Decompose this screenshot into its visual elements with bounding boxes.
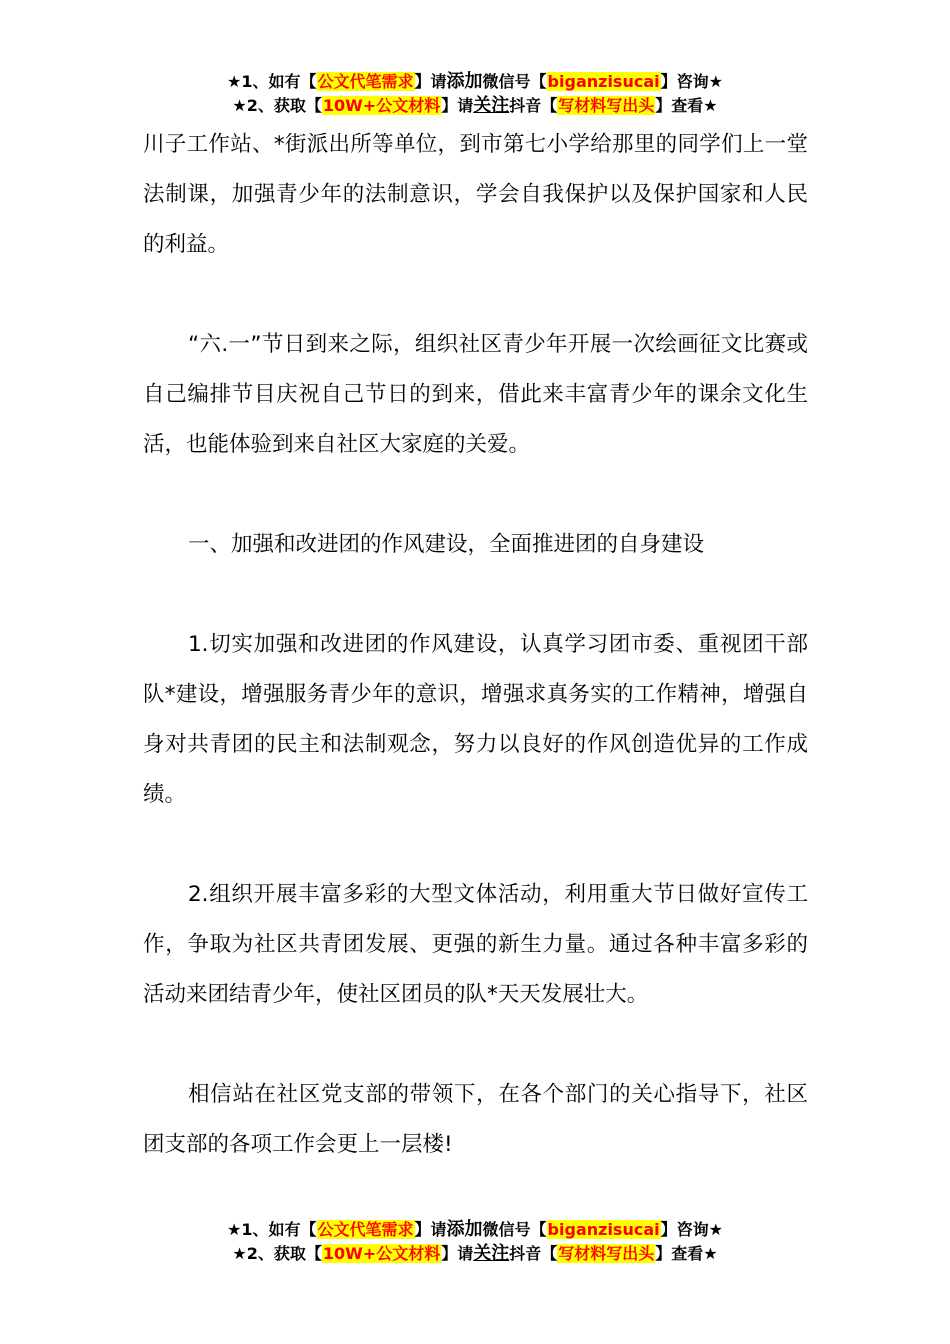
promo-text: ★2、获取【 [232,96,322,115]
promo-text: 】请 [414,72,447,91]
paragraph-4: 2.组织开展丰富多彩的大型文体活动，利用重大节日做好宣传工作，争取为社区共青团发展、更强的新生力量。通过各种丰富多彩的活动来团结青少年，使社区团员的队*天天发展壮大。 [143,882,808,1007]
promo-text: 】请 [441,96,474,115]
promo-emphasis: 关注 [473,1243,510,1264]
promo-text: 】查看★ [655,1244,718,1263]
promo-line-1 [0,1218,950,1242]
paragraph-1: 川子工作站、*街派出所等单位，到市第七小学给那里的同学们上一堂法制课，加强青少年的法制意识，学会自我保护以及保护国家和人民的利益。 [143,132,808,257]
promo-line-2 [0,94,950,118]
document-body [143,120,808,1170]
paragraph-2: “六.一”节日到来之际，组织社区青少年开展一次绘画征文比赛或自己编排节目庆祝自己节日的到来，借此来丰富青少年的课余文化生活，也能体验到来自社区大家庭的关爱。 [143,332,808,457]
promo-text: 微信号【 [482,1220,547,1239]
promo-text: ★1、如有【 [227,1220,317,1239]
promo-text: ★2、获取【 [232,1244,322,1263]
promo-line-1 [0,70,950,94]
promo-wechat-id: biganzisucai [547,72,660,91]
promo-text: 】咨询★ [660,72,723,91]
promo-highlight: 10W+公文材料 [322,1244,441,1263]
promo-highlight: 公文代笔需求 [317,1220,414,1239]
promo-line-2 [0,1242,950,1266]
promo-emphasis: 添加 [446,71,483,92]
promo-douyin-id: 写材料写出头 [558,1244,655,1263]
paragraph-5: 相信站在社区党支部的带领下，在各个部门的关心指导下，社区团支部的各项工作会更上一层楼! [143,1082,808,1157]
promo-wechat-id: biganzisucai [547,1220,660,1239]
promo-text: 抖音【 [509,1244,558,1263]
promo-text: 微信号【 [482,72,547,91]
promo-text: 】请 [414,1220,447,1239]
promo-highlight: 公文代笔需求 [317,72,414,91]
promo-text: 】请 [441,1244,474,1263]
promo-text: 】咨询★ [660,1220,723,1239]
promo-text: 抖音【 [509,96,558,115]
promo-douyin-id: 写材料写出头 [558,96,655,115]
promo-highlight: 10W+公文材料 [322,96,441,115]
promo-banner-top [0,70,950,118]
promo-text: ★1、如有【 [227,72,317,91]
promo-banner-bottom [0,1218,950,1266]
paragraph-3: 1.切实加强和改进团的作风建设，认真学习团市委、重视团干部队*建设，增强服务青少年的意识，增强求真务实的工作精神，增强自身对共青团的民主和法制观念，努力以良好的作风创造优异的工作成绩。 [143,632,808,807]
promo-text: 】查看★ [655,96,718,115]
promo-emphasis: 添加 [446,1219,483,1240]
promo-emphasis: 关注 [473,95,510,116]
section-heading: 一、加强和改进团的作风建设，全面推进团的自身建设 [188,532,705,557]
